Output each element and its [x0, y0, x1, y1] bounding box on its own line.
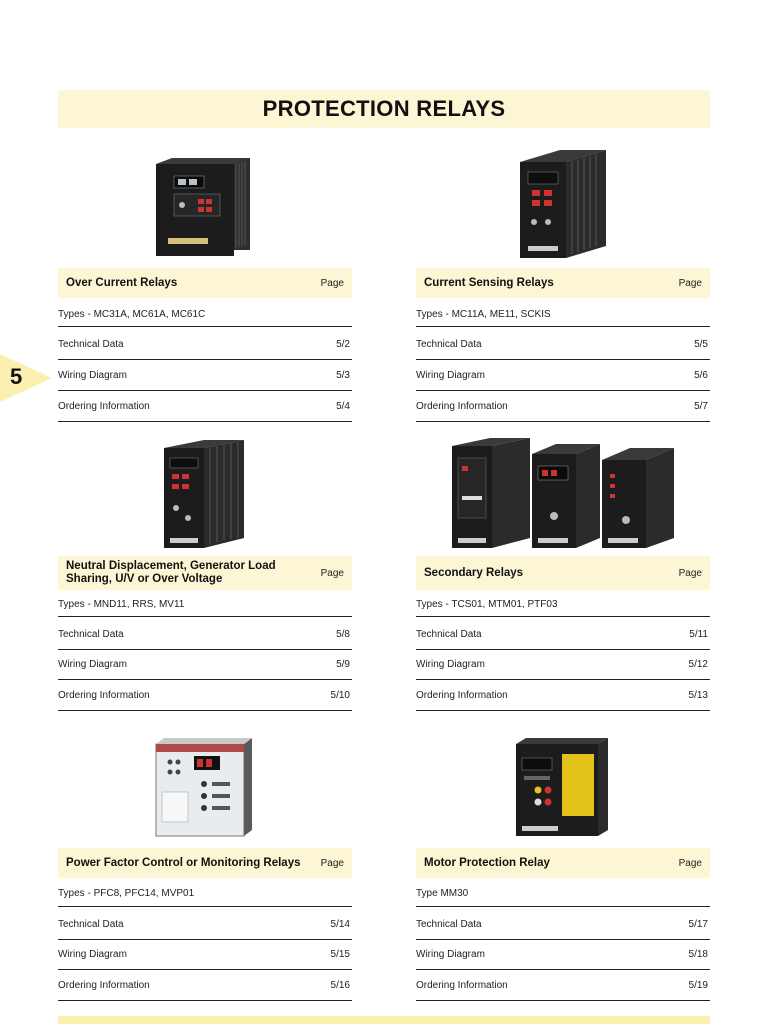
row-label: Wiring Diagram [416, 659, 485, 670]
wiring-diagram-row[interactable] [416, 940, 710, 970]
row-label: Technical Data [58, 919, 124, 930]
ordering-information-row[interactable] [416, 681, 710, 711]
technical-data-row[interactable] [58, 910, 352, 940]
types-row [58, 592, 352, 617]
row-label: Technical Data [58, 629, 124, 640]
section-title: Power Factor Control or Monitoring Relays [66, 856, 301, 869]
page-column-label: Page [320, 277, 344, 289]
section-title: Secondary Relays [424, 566, 524, 579]
section-title: Motor Protection Relay [424, 856, 550, 869]
row-page: 5/13 [688, 690, 708, 701]
relay-photo-motor-protection [512, 732, 612, 840]
ordering-information-row[interactable] [416, 971, 710, 1001]
technical-data-row[interactable] [416, 620, 710, 650]
types-text: Type MM30 [416, 888, 469, 899]
wiring-diagram-row[interactable] [58, 361, 352, 391]
types-text: Types - TCS01, MTM01, PTF03 [416, 598, 558, 610]
row-label: Technical Data [416, 629, 482, 640]
row-label: Technical Data [416, 339, 482, 350]
row-page: 5/9 [336, 659, 350, 670]
technical-data-row[interactable] [416, 330, 710, 360]
types-text: Types - PFC8, PFC14, MVP01 [58, 888, 195, 899]
section-header [58, 268, 352, 298]
row-label: Ordering Information [58, 980, 150, 991]
row-page: 5/8 [336, 629, 350, 640]
relay-photo-over-current [154, 154, 254, 260]
page-column-label: Page [320, 567, 344, 579]
relay-photo-neutral-displacement [162, 438, 248, 552]
ordering-information-row[interactable] [58, 971, 352, 1001]
row-label: Wiring Diagram [58, 659, 127, 670]
types-text: Types - MC11A, ME11, SCKIS [416, 308, 551, 320]
page-column-label: Page [320, 857, 344, 869]
relay-photo-secondary [450, 436, 678, 552]
page-title: PROTECTION RELAYS [262, 96, 506, 121]
types-row [58, 302, 352, 327]
row-page: 5/17 [688, 919, 708, 930]
wiring-diagram-row[interactable] [416, 650, 710, 680]
relay-photo-power-factor [152, 732, 256, 840]
wiring-diagram-row[interactable] [58, 650, 352, 680]
types-row [416, 881, 710, 907]
row-label: Wiring Diagram [416, 370, 485, 381]
ordering-information-row[interactable] [416, 392, 710, 422]
title-banner [58, 90, 710, 128]
row-page: 5/10 [330, 690, 350, 701]
row-label: Wiring Diagram [58, 370, 127, 381]
section-header [416, 848, 710, 878]
row-label: Ordering Information [58, 690, 150, 701]
row-page: 5/2 [336, 339, 350, 350]
section-header [416, 556, 710, 590]
row-page: 5/3 [336, 370, 350, 381]
types-row [416, 592, 710, 617]
chapter-tab [0, 354, 52, 402]
relay-photo-current-sensing [518, 150, 610, 262]
page-column-label: Page [678, 567, 702, 579]
types-text: Types - MND11, RRS, MV11 [58, 598, 185, 610]
section-title: Current Sensing Relays [424, 276, 554, 289]
row-page: 5/19 [688, 980, 708, 991]
ordering-information-row[interactable] [58, 681, 352, 711]
row-label: Wiring Diagram [58, 949, 127, 960]
row-page: 5/7 [694, 401, 708, 412]
section-title: Over Current Relays [66, 276, 178, 289]
row-label: Wiring Diagram [416, 949, 485, 960]
row-label: Ordering Information [58, 401, 150, 412]
footer-band [58, 1016, 710, 1024]
row-page: 5/12 [688, 659, 708, 670]
row-label: Ordering Information [416, 690, 508, 701]
row-page: 5/11 [689, 629, 708, 640]
row-page: 5/16 [330, 980, 350, 991]
row-page: 5/6 [694, 370, 708, 381]
row-label: Technical Data [58, 339, 124, 350]
row-page: 5/18 [688, 949, 708, 960]
technical-data-row[interactable] [416, 910, 710, 940]
technical-data-row[interactable] [58, 330, 352, 360]
wiring-diagram-row[interactable] [416, 361, 710, 391]
row-page: 5/5 [694, 339, 708, 350]
types-row [58, 881, 352, 907]
row-page: 5/14 [330, 919, 350, 930]
types-text: Types - MC31A, MC61A, MC61C [58, 308, 206, 320]
row-page: 5/15 [330, 949, 350, 960]
section-header [58, 556, 352, 590]
row-label: Technical Data [416, 919, 482, 930]
page-column-label: Page [678, 857, 702, 869]
page-column-label: Page [678, 277, 702, 289]
section-header [416, 268, 710, 298]
row-label: Ordering Information [416, 980, 508, 991]
row-label: Ordering Information [416, 401, 508, 412]
section-header [58, 848, 352, 878]
section-title: Neutral Displacement, Generator Load Sharing, U/V or Over Voltage [66, 560, 276, 585]
row-page: 5/4 [336, 401, 350, 412]
technical-data-row[interactable] [58, 620, 352, 650]
chapter-number: 5 [10, 364, 23, 389]
wiring-diagram-row[interactable] [58, 940, 352, 970]
types-row [416, 302, 710, 327]
ordering-information-row[interactable] [58, 392, 352, 422]
